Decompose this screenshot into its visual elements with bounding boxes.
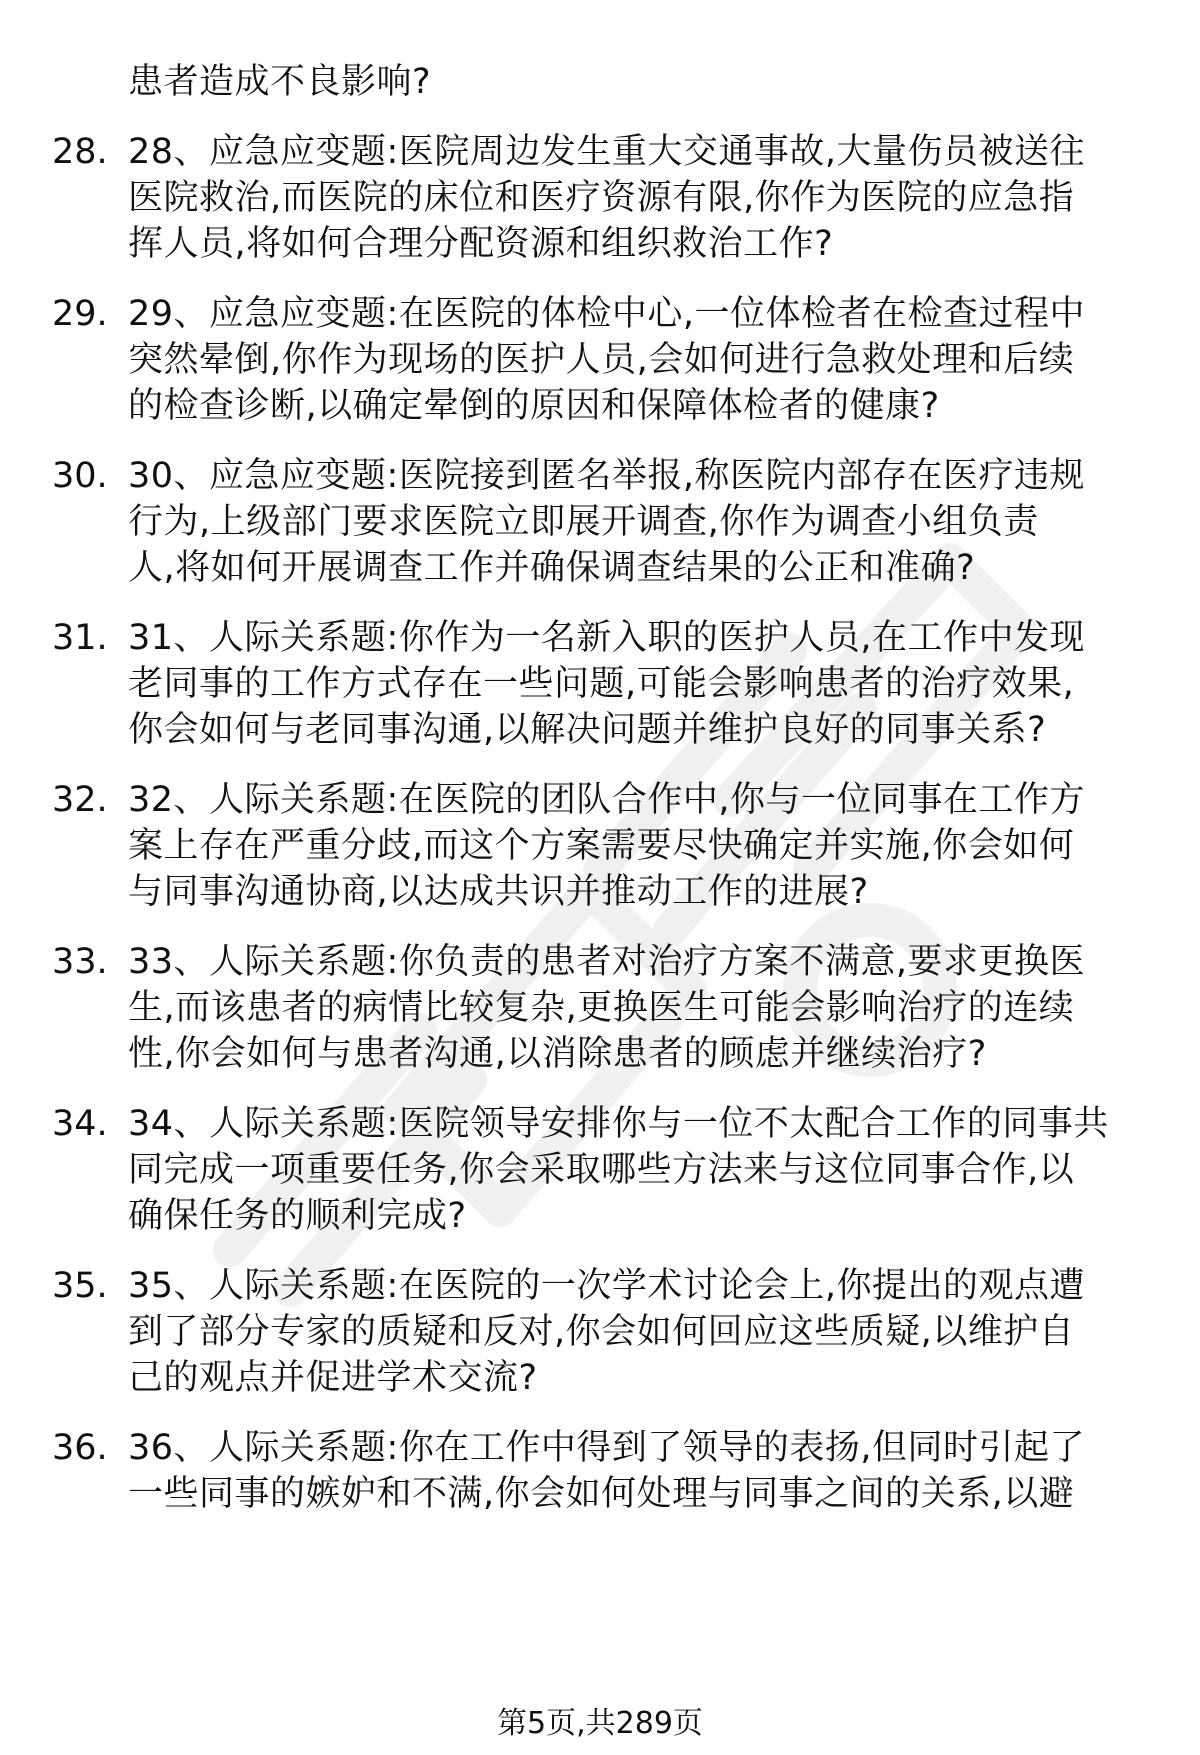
question-number: 28. bbox=[52, 132, 108, 172]
question-text-line: 突然晕倒,你作为现场的医护人员,会如何进行急救处理和后续 bbox=[128, 340, 1075, 380]
question-text-line: 32、人际关系题:在医院的团队合作中,你与一位同事在工作方 bbox=[128, 780, 1085, 820]
question-text-line: 医院救治,而医院的床位和医疗资源有限,你作为医院的应急指 bbox=[128, 178, 1075, 218]
question-number: 30. bbox=[52, 456, 108, 496]
question-text-line: 确保任务的顺利完成? bbox=[128, 1196, 467, 1236]
question-text-line: 生,而该患者的病情比较复杂,更换医生可能会影响治疗的连续 bbox=[128, 988, 1075, 1028]
question-text-line: 挥人员,将如何合理分配资源和组织救治工作? bbox=[128, 224, 834, 264]
question-text-line: 28、应急应变题:医院周边发生重大交通事故,大量伤员被送往 bbox=[128, 132, 1085, 172]
question-text-line: 30、应急应变题:医院接到匿名举报,称医院内部存在医疗违规 bbox=[128, 456, 1085, 496]
question-text-line: 到了部分专家的质疑和反对,你会如何回应这些质疑,以维护自 bbox=[128, 1312, 1075, 1352]
question-number: 36. bbox=[52, 1428, 108, 1468]
question-text-line: 一些同事的嫉妒和不满,你会如何处理与同事之间的关系,以避 bbox=[128, 1474, 1075, 1514]
question-number: 29. bbox=[52, 294, 108, 334]
question-text-line: 你会如何与老同事沟通,以解决问题并维护良好的同事关系? bbox=[128, 710, 1047, 750]
question-number: 31. bbox=[52, 618, 108, 658]
question-number: 33. bbox=[52, 942, 108, 982]
question-text-line: 行为,上级部门要求医院立即展开调查,你作为调查小组负责 bbox=[128, 502, 1039, 542]
question-text-line: 同完成一项重要任务,你会采取哪些方法来与这位同事合作,以 bbox=[128, 1150, 1075, 1190]
question-text-line: 34、人际关系题:医院领导安排你与一位不太配合工作的同事共 bbox=[128, 1104, 1109, 1144]
question-text-line: 己的观点并促进学术交流? bbox=[128, 1358, 538, 1398]
question-text-line: 案上存在严重分歧,而这个方案需要尽快确定并实施,你会如何 bbox=[128, 826, 1075, 866]
question-text-line: 的检查诊断,以确定晕倒的原因和保障体检者的健康? bbox=[128, 386, 940, 426]
question-text-line: 31、人际关系题:你作为一名新入职的医护人员,在工作中发现 bbox=[128, 618, 1085, 658]
question-text-line: 老同事的工作方式存在一些问题,可能会影响患者的治疗效果, bbox=[128, 664, 1075, 704]
question-text-line: 35、人际关系题:在医院的一次学术讨论会上,你提出的观点遭 bbox=[128, 1266, 1085, 1306]
carryover-text: 患者造成不良影响? bbox=[128, 62, 432, 102]
question-text-line: 33、人际关系题:你负责的患者对治疗方案不满意,要求更换医 bbox=[128, 942, 1085, 982]
question-text-line: 性,你会如何与患者沟通,以消除患者的顾虑并继续治疗? bbox=[128, 1034, 987, 1074]
page-footer: 第5页,共289页 bbox=[497, 1706, 703, 1741]
question-number: 34. bbox=[52, 1104, 108, 1144]
question-text-line: 人,将如何开展调查工作并确保调查结果的公正和准确? bbox=[128, 548, 976, 588]
question-number: 35. bbox=[52, 1266, 108, 1306]
question-text-line: 与同事沟通协商,以达成共识并推动工作的进展? bbox=[128, 872, 869, 912]
question-text-line: 36、人际关系题:你在工作中得到了领导的表扬,但同时引起了 bbox=[128, 1428, 1085, 1468]
question-number: 32. bbox=[52, 780, 108, 820]
question-text-line: 29、应急应变题:在医院的体检中心,一位体检者在检查过程中 bbox=[128, 294, 1085, 334]
